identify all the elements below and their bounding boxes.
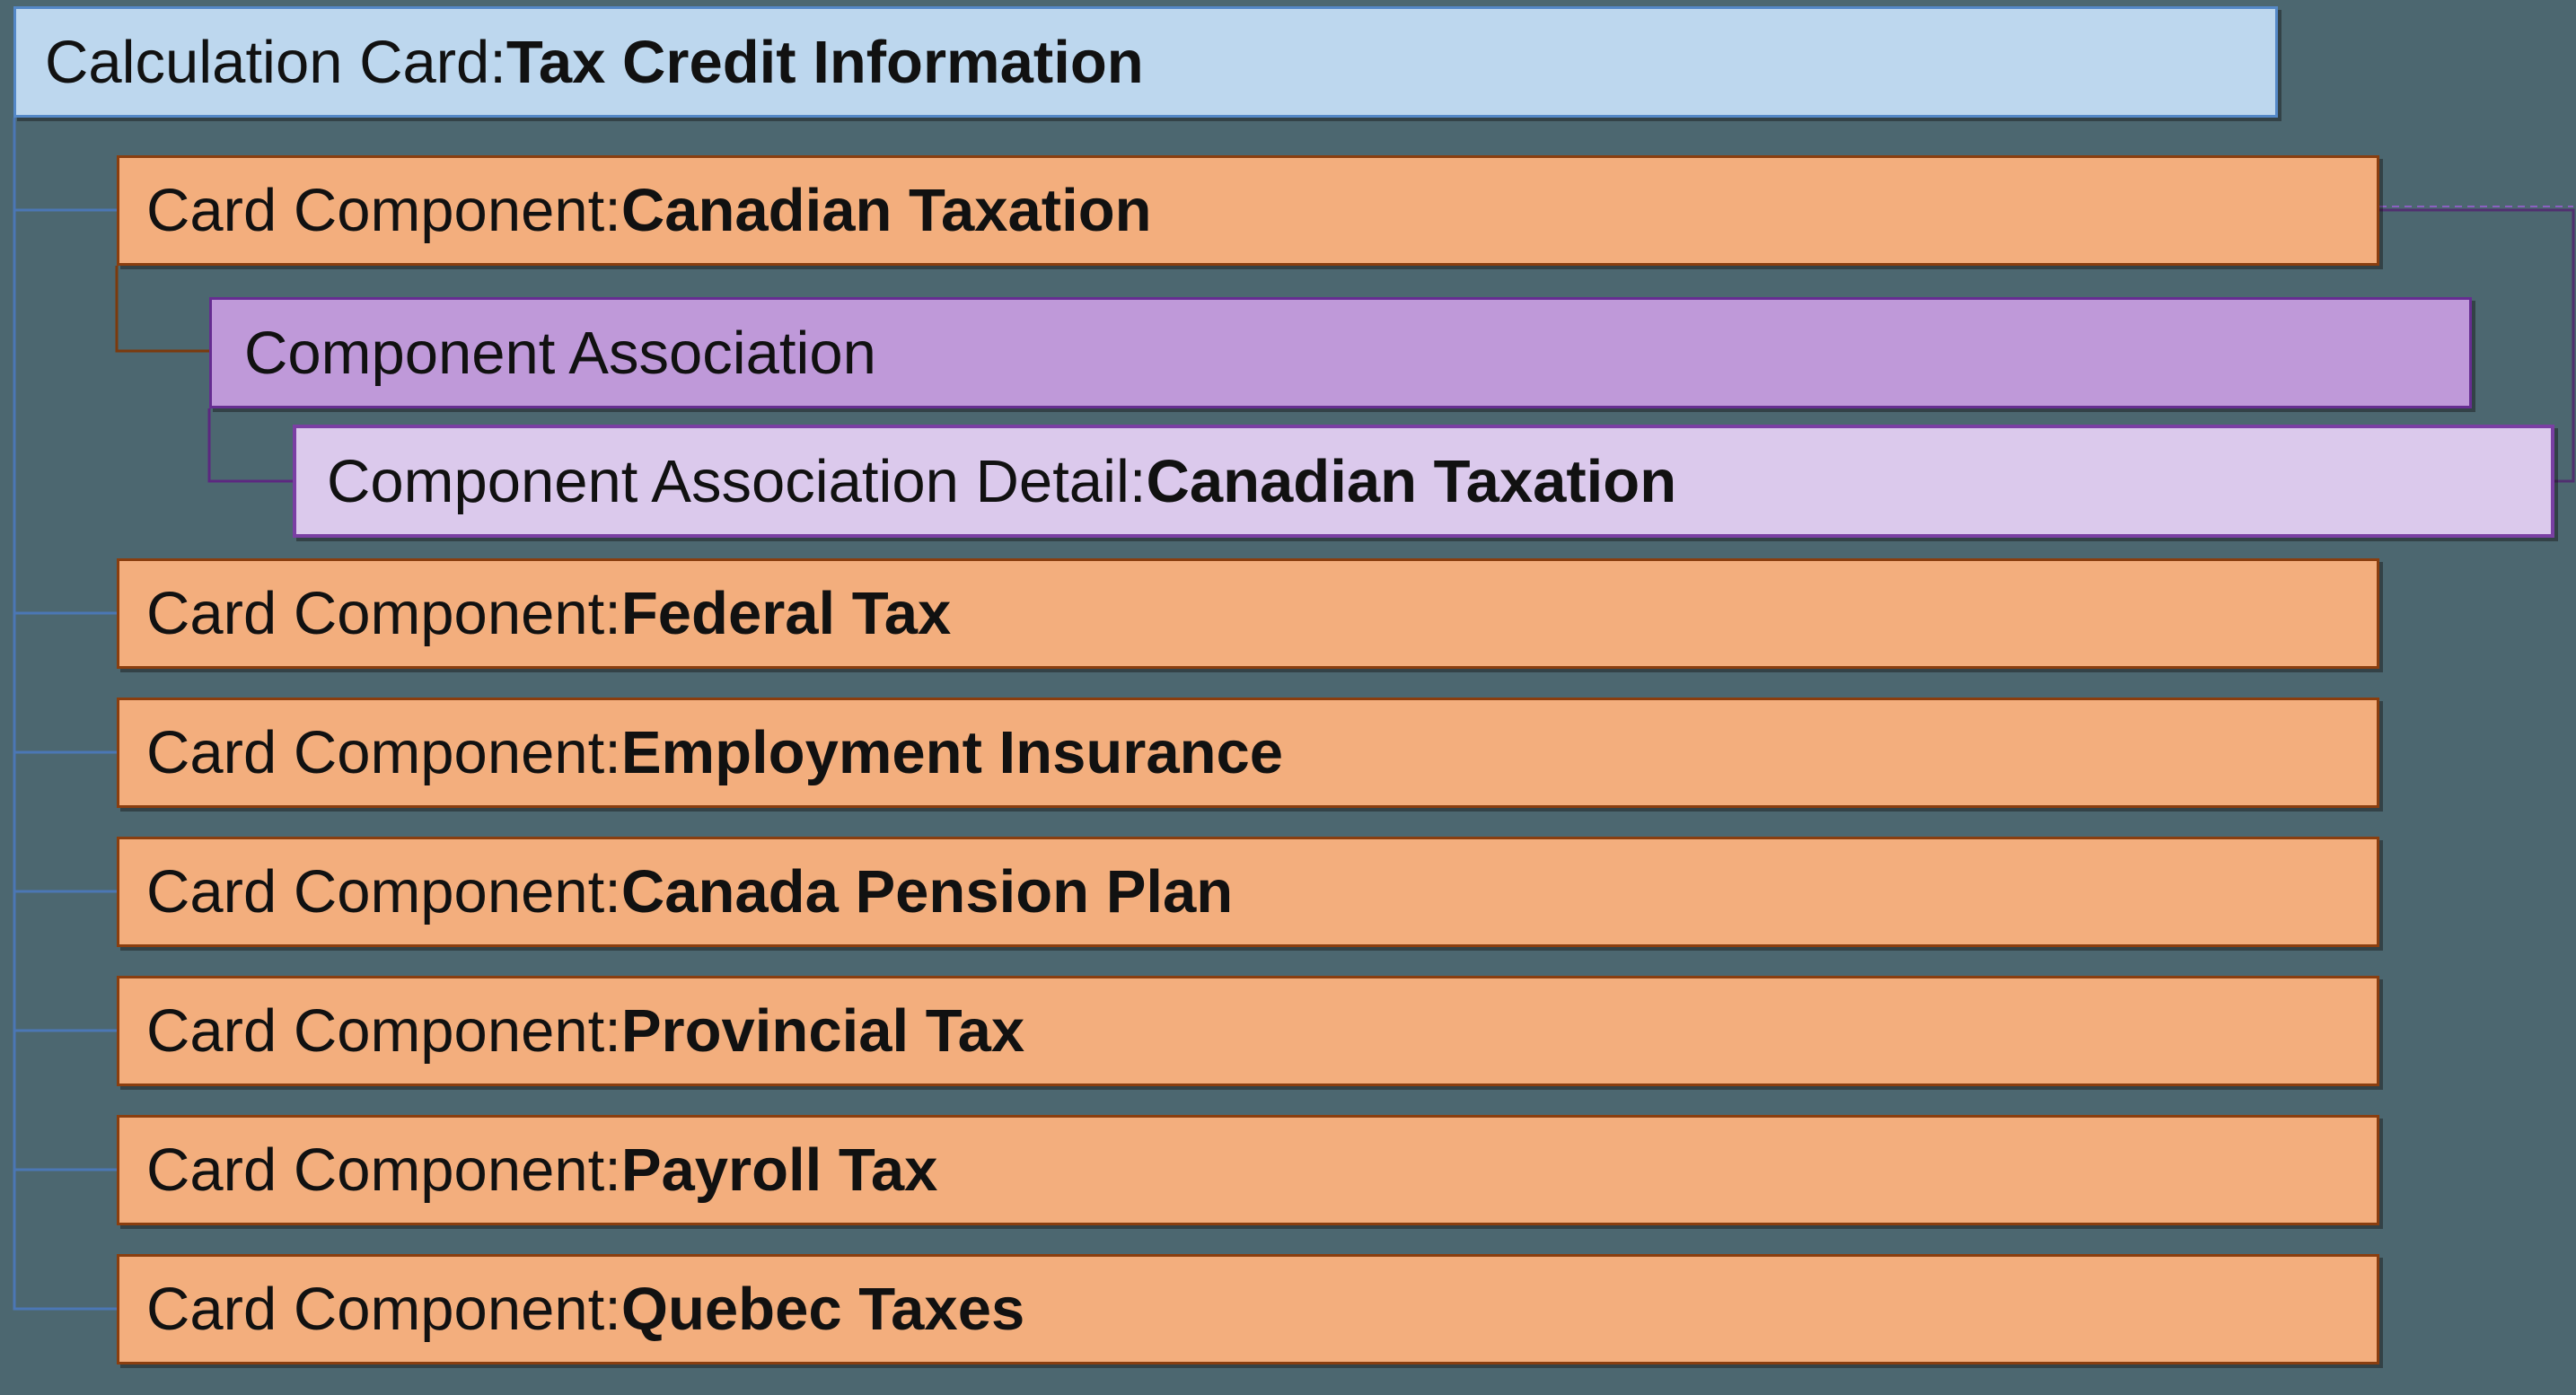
- node-card-component-provincial-tax: [117, 976, 2379, 1086]
- node-card-component-employment-insurance: [117, 698, 2379, 808]
- node-label-name: Employment Insurance: [620, 719, 1284, 786]
- node-label-prefix: Card Component:: [146, 858, 621, 926]
- node-label-name: Canadian Taxation: [620, 177, 1152, 244]
- node-label-prefix: Card Component:: [146, 1276, 621, 1343]
- node-label-prefix: Component Association: [244, 319, 876, 387]
- node-label-prefix: Card Component:: [146, 580, 621, 647]
- node-label-prefix: Card Component:: [146, 719, 621, 786]
- node-card-component-canada-pension-plan: [117, 837, 2379, 947]
- node-label-prefix: Card Component:: [146, 1136, 621, 1204]
- node-label-name: Federal Tax: [620, 580, 952, 647]
- node-label-name: Canadian Taxation: [1146, 447, 1677, 515]
- node-card-component-quebec-taxes: [117, 1254, 2379, 1364]
- node-label-prefix: Calculation Card:: [45, 28, 506, 96]
- node-label-prefix: Card Component:: [146, 997, 621, 1065]
- connector-canadian-taxation-to-association: [117, 266, 209, 351]
- node-card-component-canadian-taxation: [117, 155, 2379, 266]
- connector-association-to-detail: [209, 408, 293, 481]
- node-label-name: Payroll Tax: [620, 1136, 938, 1204]
- node-label-name: Quebec Taxes: [620, 1276, 1025, 1343]
- node-component-association-detail: [293, 425, 2554, 538]
- node-calculation-card: [13, 6, 2278, 118]
- node-label-prefix: Component Association Detail:: [327, 447, 1147, 515]
- node-label-name: Canada Pension Plan: [620, 858, 1234, 926]
- node-label-name: Tax Credit Information: [506, 28, 1144, 96]
- node-label-prefix: Card Component:: [146, 177, 621, 244]
- connector-trunk: [14, 118, 117, 1309]
- node-card-component-federal-tax: [117, 558, 2379, 669]
- node-component-association: [209, 297, 2472, 408]
- node-card-component-payroll-tax: [117, 1115, 2379, 1225]
- node-label-name: Provincial Tax: [620, 997, 1025, 1065]
